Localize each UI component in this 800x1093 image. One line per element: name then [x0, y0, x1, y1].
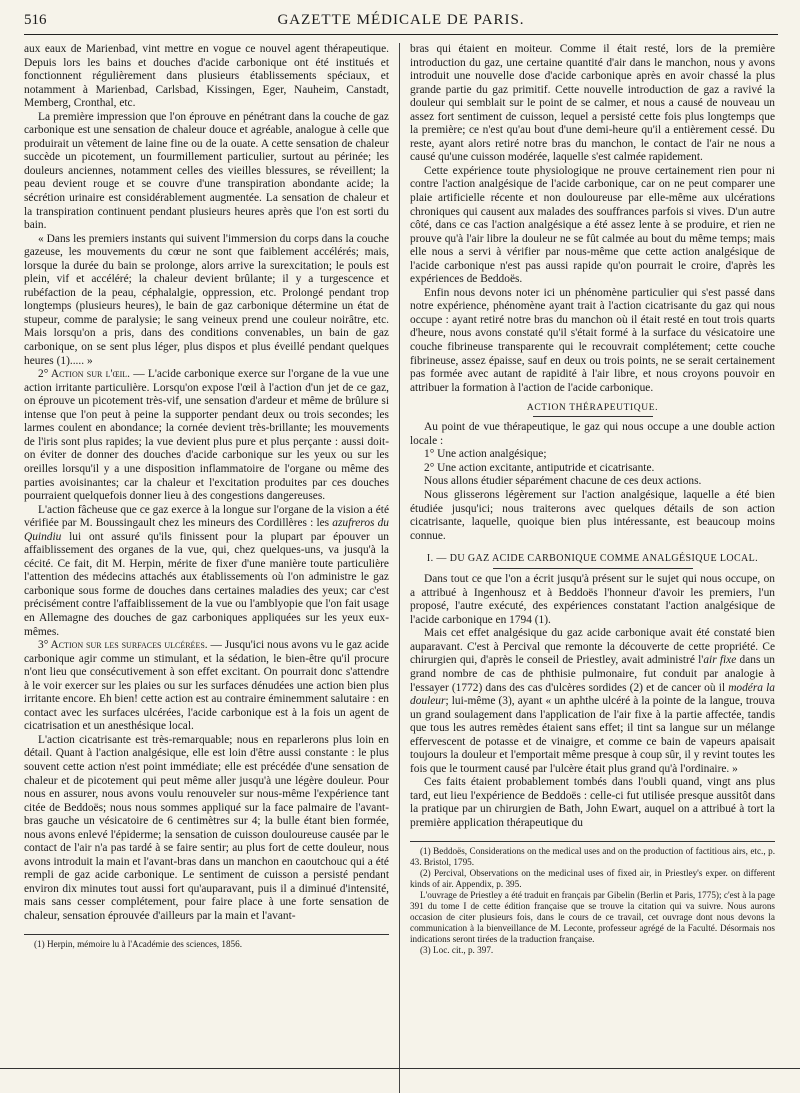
paragraph: Ces faits étaient probablement tombés dans l'oubli quand, vingt ans plus tard, eut lieu l'expérience de Beddoës : celle-ci fut utilisée presque aussitôt dans la pratique par un chirurgien de Bath, John Ewart, auquel on a attribué à tort la première application thérapeutique du — [410, 776, 775, 829]
paragraph — [24, 639, 389, 734]
section-title-text: ACTION THÉRAPEUTIQUE. — [526, 403, 659, 414]
paragraph-text: — Jusqu'ici nous avons vu le gaz acide carbonique agir comme un stimulant, et la sédation, le bien-être qu'il procure n'ont lieu que consécutivement à son effet excitant. On pourrait donc s'attendre à le voir exercer sur les plaies ou sur les surfaces dénudées une action bien plus irritante encore. Eh bien! cette action est au contraire éminemment salutaire : en contact avec les surfaces ulcérées, l'acide carbonique est à la fois un agent de cicatrisation et un anesthésique local. — [24, 639, 389, 733]
paragraph — [24, 504, 389, 639]
page-header — [24, 10, 778, 35]
section-title — [410, 403, 775, 417]
title-underline — [533, 416, 653, 417]
paragraph — [24, 368, 389, 503]
paragraph: bras qui étaient en moiteur. Comme il était resté, lors de la première introduction du gaz, une certaine quantité d'air dans le manchon, nous y avons introduit une nouvelle dose d'acide carbonique après en avoir chassé la plus grande partie du gaz primitif. Cette nouvelle introduction de gaz a ravivé la douleur qui semblait sur le point de se calmer, et nous a causé de nouveau un assez fort sentiment de cuisson, lequel a persisté cette fois plus longtemps que la première; ce n'est qu'au bout d'une demi-heure qu'il a entièrement cessé. Du reste, ayant alors retiré notre bras du manchon, le contact de l'air ne nous a causé qu'une cuisson modérée, laquelle s'est calmée rapidement. — [410, 43, 775, 164]
paragraph — [410, 627, 775, 776]
footnote: (2) Percival, Observations on the medicinal uses of fixed air, in Priestley's exper. on different kinds of air. Appendix, p. 395. — [410, 867, 775, 889]
paragraph-text: L'action fâcheuse que ce gaz exerce à la longue sur l'organe de la vision a été vérifiée par M. Boussingault chez les mineurs des Cordillères : les — [24, 503, 389, 530]
paragraph: Au point de vue thérapeutique, le gaz qui nous occupe a une double action locale : — [410, 421, 775, 447]
footnote: (1) Beddoës, Considerations on the medical uses and on the production of factitious airs, etc., p. 43. Bristol, 1795. — [410, 845, 775, 867]
bottom-rule — [0, 1068, 800, 1069]
section-heading-text: I. — DU GAZ ACIDE CARBONIQUE COMME ANALGÉSIQUE LOCAL. — [426, 553, 759, 565]
list-item: 1° Une action analgésique; — [424, 448, 547, 461]
list-item: 2° Une action excitante, antiputride et cicatrisante. — [424, 461, 655, 474]
paragraph-text: dans un grand nombre de cas de phthisie pulmonaire, fut conduit par analogie à l'essayer (1772) dans des cas d'ulcères sordides (2) et de cancer où il — [410, 654, 775, 694]
running-title: GAZETTE MÉDICALE DE PARIS. — [277, 12, 525, 28]
right-column — [410, 43, 775, 956]
paragraph: « Dans les premiers instants qui suivent l'immersion du corps dans la couche gazeuse, les mouvements du cœur ne sont que faiblement accélérés; mais, lorsque la durée du bain se prolonge, alors arrive la surexcitation; le pouls est plein, vif et accéléré; la chaleur devient brûlante; il y a turgescence et rubéfaction de la peau, céphalalgie, oppression, etc. Prolongé pendant trop longtemps (plusieurs heures), le bain de gaz carbonique détermine un état de stupeur, comme de paralysie; le sang veineux prend une couleur noirâtre, etc. Mais lorsqu'on a pris, dans des conditions convenables, un bain de gaz carbonique, on se sent plus léger, plus dispos et plus éveillé pendant quelques heures (1)..... » — [24, 232, 389, 367]
italic-text: azufreros du Quindiu — [24, 517, 389, 543]
paragraph-text: ; lui-même (3), ayant « un aphthe ulcéré à la pointe de la langue, trouva un grand soulagement dans l'application de l'air fixe à la partie affectée, tandis que tous les autres remèdes étaient sans effet; il tint sa langue sur un mélange effervescent de potasse et de vinaigre, et comme ce bain de vapeurs apaisait toujours la douleur et l'emportait même presque à coup sûr, il y revint toutes les fois que le tourment causé par l'ulcère était plus grand qu'à l'ordinaire. » — [410, 695, 775, 775]
footnote: (3) Loc. cit., p. 397. — [420, 944, 494, 955]
paragraph: Nous allons étudier séparément chacune de ces deux actions. — [424, 475, 702, 488]
page-number: 516 — [24, 12, 47, 28]
section-heading — [410, 553, 775, 569]
italic-text: modéra la douleur — [410, 681, 775, 708]
paragraph: L'action cicatrisante est très-remarquable; nous en reparlerons plus loin en détail. Quant à l'action analgésique, elle est loin d'être aussi constante : le plus souvent cette action n'est point immédiate; elle est précédée d'une sensation de chaleur et de picotement qui peut même aller jusqu'à une légère douleur. Pour nous en assurer, nous avons voulu renouveler sur nous-même l'expérience tant citée de Beddoës; nous nous sommes appliqué sur la face palmaire de l'avant-bras gauche un vésicatoire de 6 centimètres sur 4; la bulle étant bien formée, nous avons enlevé l'épiderme; la sensation de cuisson douloureuse causée par le contact de l'air n'a pas tardé à se faire sentir; au plus fort de cette douleur, nous avons introduit la main et l'avant-bras dans un manchon en caoutchouc qui a été rempli de gaz acide carbonique. Le sentiment de cuisson a persisté pendant environ dix minutes tout aussi fort qu'auparavant, puis il a diminué d'intensité, mais sans cesser complétement, pour faire place à une forte sensation de chaleur, sensation éprouvée d'ailleurs par la main et l'avant- — [24, 733, 389, 922]
paragraph: La première impression que l'on éprouve en pénétrant dans la couche de gaz carbonique est une sensation de chaleur douce et agréable, analogue à celle que produirait un vêtement de laine fine ou de la ouate. A cette sensation de chaleur succède un picotement, un fourmillement particulier, surtout au périnée; les douleurs anciennes, notamment celles des vieilles blessures, se réveillent; la peau devient rouge et se couvre d'une transpiration abondante acide; la sécrétion urinaire est considérablement augmentée. La sensation de chaleur et la transpiration continuent pendant plusieurs heures après que l'on est sorti du bain. — [24, 110, 389, 232]
footnote-divider — [24, 934, 389, 935]
subsection-heading: 2° Action sur l'œil. — [38, 368, 131, 381]
footnote-divider — [410, 841, 775, 842]
left-column — [24, 43, 389, 950]
paragraph-text: lui ont assuré qu'ils finissent pour la plupart par épouver un affaiblissement des organes de la vue, qui, chez quelques-uns, va jusqu'à la cécité. Ce fait, dit M. Herpin, mérite de fixer d'une manière toute particulière l'attention des médecins attachés aux établissements où l'on administre le gaz carbonique sous forme de douches dans certaines maladies des yeux; car c'est précisément contre l'affaiblissement de la vue ou l'amblyopie que l'on fait usage en Allemagne des douches de gaz carboniques appliquées sur les yeux eux-mêmes. — [24, 530, 389, 638]
paragraph-text: Mais cet effet analgésique du gaz acide carbonique avait été constaté bien auparavant. C'est à Percival que remonte la découverte de cette propriété. Ce chirurgien qui, d'après le conseil de Priestley, avait administré l' — [410, 627, 775, 667]
paragraph: Nous glisserons légèrement sur l'action analgésique, laquelle a été bien étudiée jusqu'ici; nous traiterons avec quelques détails de son action cicatrisante, laquelle, quoique bien plus intéressante, est beaucoup moins connue. — [410, 488, 775, 542]
column-divider — [399, 43, 400, 1093]
italic-text: air fixe — [703, 654, 737, 667]
paragraph: Enfin nous devons noter ici un phénomène particulier qui s'est passé dans notre expérience, phénomène ayant trait à l'action cicatrisante du gaz qui nous occupe : ayant retiré notre bras du manchon où il était resté en tout trois quarts d'heure, nous avons constaté qu'il s'était formé à la surface du vésicatoire une couche fibrineuse transparente qui le recouvrait complétement; cette couche fibrineuse, assez épaisse, sauf en deux ou trois points, ne se serait certainement pas formée avec autant de rapidité à l'air libre, et nous croyons pouvoir en attribuer la formation à l'action de l'acide carbonique. — [410, 286, 775, 394]
section-underline — [493, 568, 693, 569]
paragraph: aux eaux de Marienbad, vint mettre en vogue ce nouvel agent thérapeutique. Depuis lors les bains et douches d'acide carbonique ont été institués et fonctionnent régulièrement dans plusieurs établissements spéciaux, et notamment à Marienbad, Carlsbad, Kissingen, Eger, Nauheim, Canstadt, Memberg, Cronthal, etc. — [24, 43, 389, 110]
paragraph-text: — L'acide carbonique exerce sur l'organe de la vue une action irritante particulière. Lorsqu'on expose l'œil à l'action d'un jet de ce gaz, on éprouve un picotement très-vif, une sensation d'ardeur et même de brûlure si intense que l'on peut à peine la supporter pendant deux ou trois secondes; les larmes coulent en abondance; la cornée devient très-brillante; les mouvements de l'iris sont plus rapides; la vue devient plus pure et plus perçante : aussi doit-on éviter de donner des douches d'acide carbonique sur les yeux ou sur les oreilles lorsqu'il y a une disposition inflammatoire de l'organe ou même des parties avoisinantes; car la chaleur et l'excitation produites par ces douches pourraient quelquefois donner lieu à des congestions dangereuses. — [24, 368, 389, 503]
paragraph: Cette expérience toute physiologique ne prouve certainement rien pour ni contre l'action analgésique de l'acide carbonique, car on ne peut comparer une plaie artificielle récente et non douloureuse par elle-même aux ulcérations chroniques qui causent aux malades des souffrances parfois si vives. D'un autre côté, dans ce cas l'action analgésique a été assez lente à se produire, et rien ne prouve qu'à l'air libre la douleur ne se fût calmée au bout du même temps; mais elle nous a servi à vérifier par nous-même que cette action analgésique de l'acide carbonique n'est pas aussi rapide qu'on pourrait le croire, d'après les expériences de Beddoës. — [410, 164, 775, 286]
footnote: (1) Herpin, mémoire lu à l'Académie des sciences, 1856. — [34, 938, 243, 949]
footnote: L'ouvrage de Priestley a été traduit en français par Gibelin (Berlin et Paris, 1775); c'est à la page 391 du tome I de cette édition française que se trouve la citation qui va suivre. Nous aurons occasion de citer plusieurs fois, dans le cours de ce travail, cet ouvrage dont nous devons la communication à la bienveillance de M. Leconte, professeur agrégé de la Faculté. Désormais nos indications seront tirées de la traduction française. — [410, 889, 775, 944]
paragraph: Dans tout ce que l'on a écrit jusqu'à présent sur le sujet qui nous occupe, on a attribué à Ingenhousz et à Beddoës l'honneur d'avoir les premiers, l'un proposé, l'autre exécuté, des expériences constatant l'action analgésique de l'acide carbonique en 1794 (1). — [410, 573, 775, 626]
subsection-heading: 3° Action sur les surfaces ulcérées. — [38, 639, 208, 652]
